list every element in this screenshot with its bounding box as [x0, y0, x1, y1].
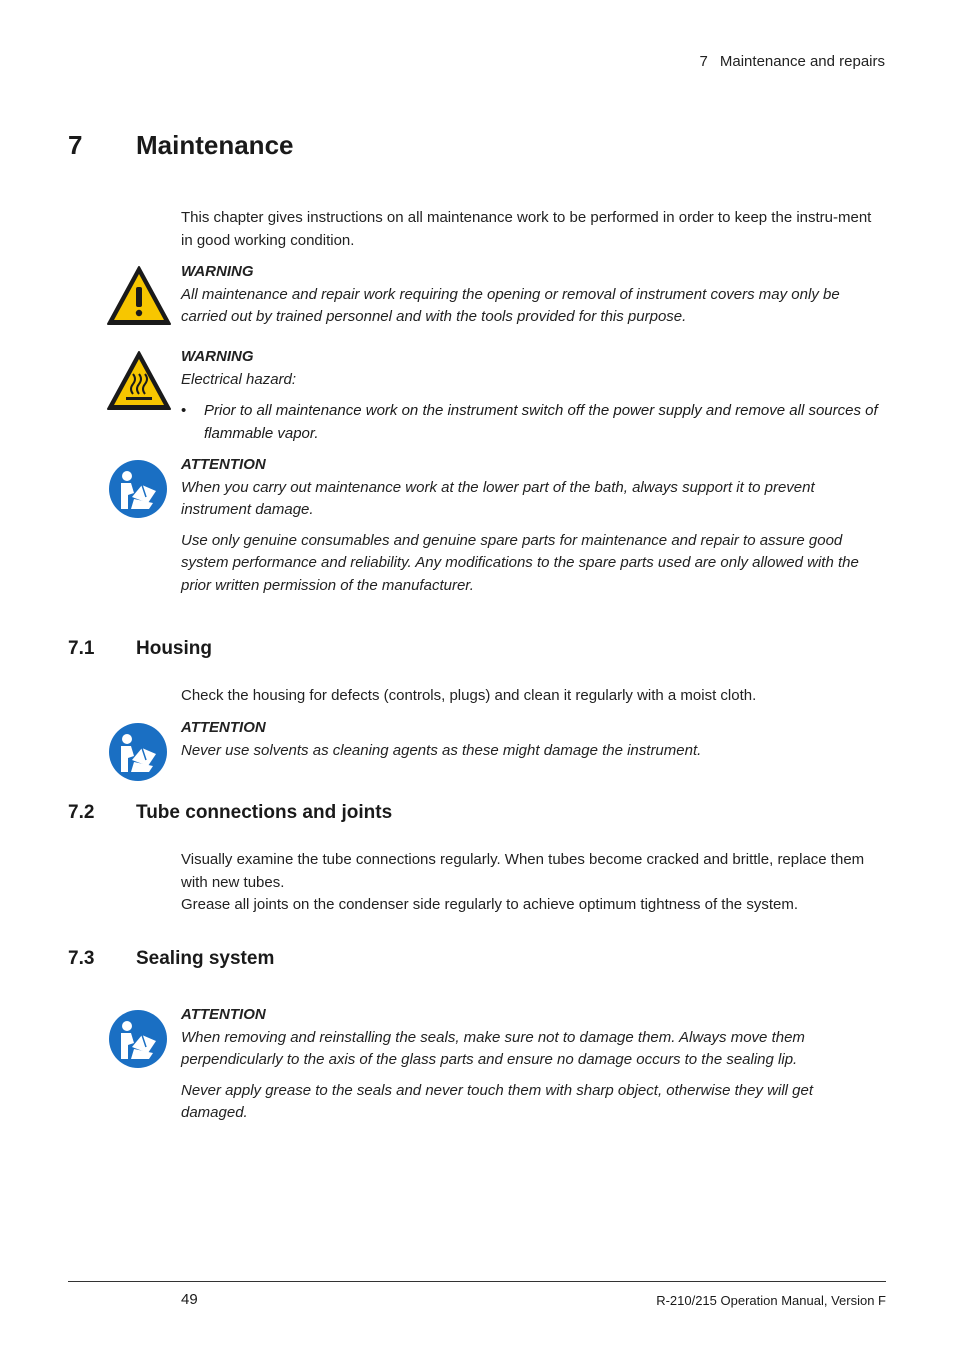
- section-7-1-heading: [68, 638, 212, 660]
- running-header-chapter-num: 7: [699, 53, 708, 70]
- running-header: [700, 53, 885, 70]
- section-7-3-attention-text2: Never apply grease to the seals and never touch them with sharp object, otherwise they will get damaged.: [181, 1081, 814, 1122]
- section-7-1-title: Housing: [136, 638, 212, 659]
- warning1-label: WARNING: [181, 263, 254, 280]
- section-7-2-text-block: [181, 849, 881, 917]
- read-manual-icon: [108, 722, 172, 782]
- chapter-title-text: Maintenance: [136, 130, 294, 160]
- attention1-text2: Use only genuine consumables and genuine spare parts for maintenance and repair to assure good system performance and reliability. Any modifications to the spare parts used are only allowed with the prior written permission of the manufacturer.: [181, 531, 859, 594]
- warning2-text: Electrical hazard:: [181, 370, 297, 388]
- warning2-bullet-text: Prior to all maintenance work on the instrument switch off the power supply and remove all sources of flammable vapor.: [204, 402, 878, 442]
- section-7-3-attention-block: [181, 1004, 881, 1125]
- section-7-3-title: Sealing system: [136, 948, 275, 969]
- section-7-1-attention-text: Never use solvents as cleaning agents as these might damage the instrument.: [181, 741, 702, 759]
- section-7-2-heading: [68, 802, 392, 824]
- warning-triangle-icon: [106, 265, 170, 325]
- attention1-text1: When you carry out maintenance work at the lower part of the bath, always support it to prevent instrument damage.: [181, 478, 815, 519]
- section-7-1-attention-block: [181, 717, 881, 762]
- bullet-dot: •: [181, 402, 187, 419]
- section-7-1-attention-label: ATTENTION: [181, 719, 266, 736]
- section-7-2-title: Tube connections and joints: [136, 802, 393, 823]
- attention1-block: [181, 454, 881, 598]
- section-7-2-number: 7.2: [68, 802, 95, 823]
- section-7-2-text1: Visually examine the tube connections regularly. When tubes become cracked and brittle, replace them with new tubes.: [181, 851, 865, 891]
- warning1-block: [181, 261, 881, 329]
- read-manual-icon: [108, 1009, 172, 1069]
- attention1-label: ATTENTION: [181, 456, 266, 473]
- section-7-3-heading: [68, 948, 274, 970]
- running-header-chapter-name: Maintenance and repairs: [719, 53, 885, 70]
- warning2-block: [181, 346, 881, 391]
- warning2-bullet: [181, 400, 881, 445]
- hot-surface-warning-icon: [106, 350, 170, 410]
- section-7-3-attention-text1: When removing and reinstalling the seals, make sure not to damage them. Always move them perpendicularly to the axis of the glass parts and ensure no damage occurs to the sealing lip.: [181, 1028, 805, 1069]
- section-7-1-number: 7.1: [68, 638, 95, 659]
- footer-divider: [68, 1281, 886, 1282]
- warning2-label: WARNING: [181, 348, 254, 365]
- chapter-title: [68, 130, 294, 161]
- section-7-1-text: Check the housing for defects (controls, plugs) and clean it regularly with a moist cloth.: [181, 687, 757, 704]
- warning1-text: All maintenance and repair work requiring the opening or removal of instrument covers may only be carried out by trained personnel and with the tools provided for this purpose.: [181, 285, 840, 326]
- read-manual-icon: [108, 459, 172, 519]
- intro-paragraph: This chapter gives instructions on all maintenance work to be performed in order to keep the instru-ment in good working condition.: [181, 209, 872, 249]
- section-7-3-attention-label: ATTENTION: [181, 1006, 266, 1023]
- page-number: 49: [181, 1291, 198, 1308]
- section-7-2-text2: Grease all joints on the condenser side regularly to achieve optimum tightness of the system.: [181, 896, 798, 914]
- footer-document-title: R-210/215 Operation Manual, Version F: [656, 1293, 886, 1308]
- chapter-number: 7: [68, 130, 83, 160]
- section-7-3-number: 7.3: [68, 948, 95, 969]
